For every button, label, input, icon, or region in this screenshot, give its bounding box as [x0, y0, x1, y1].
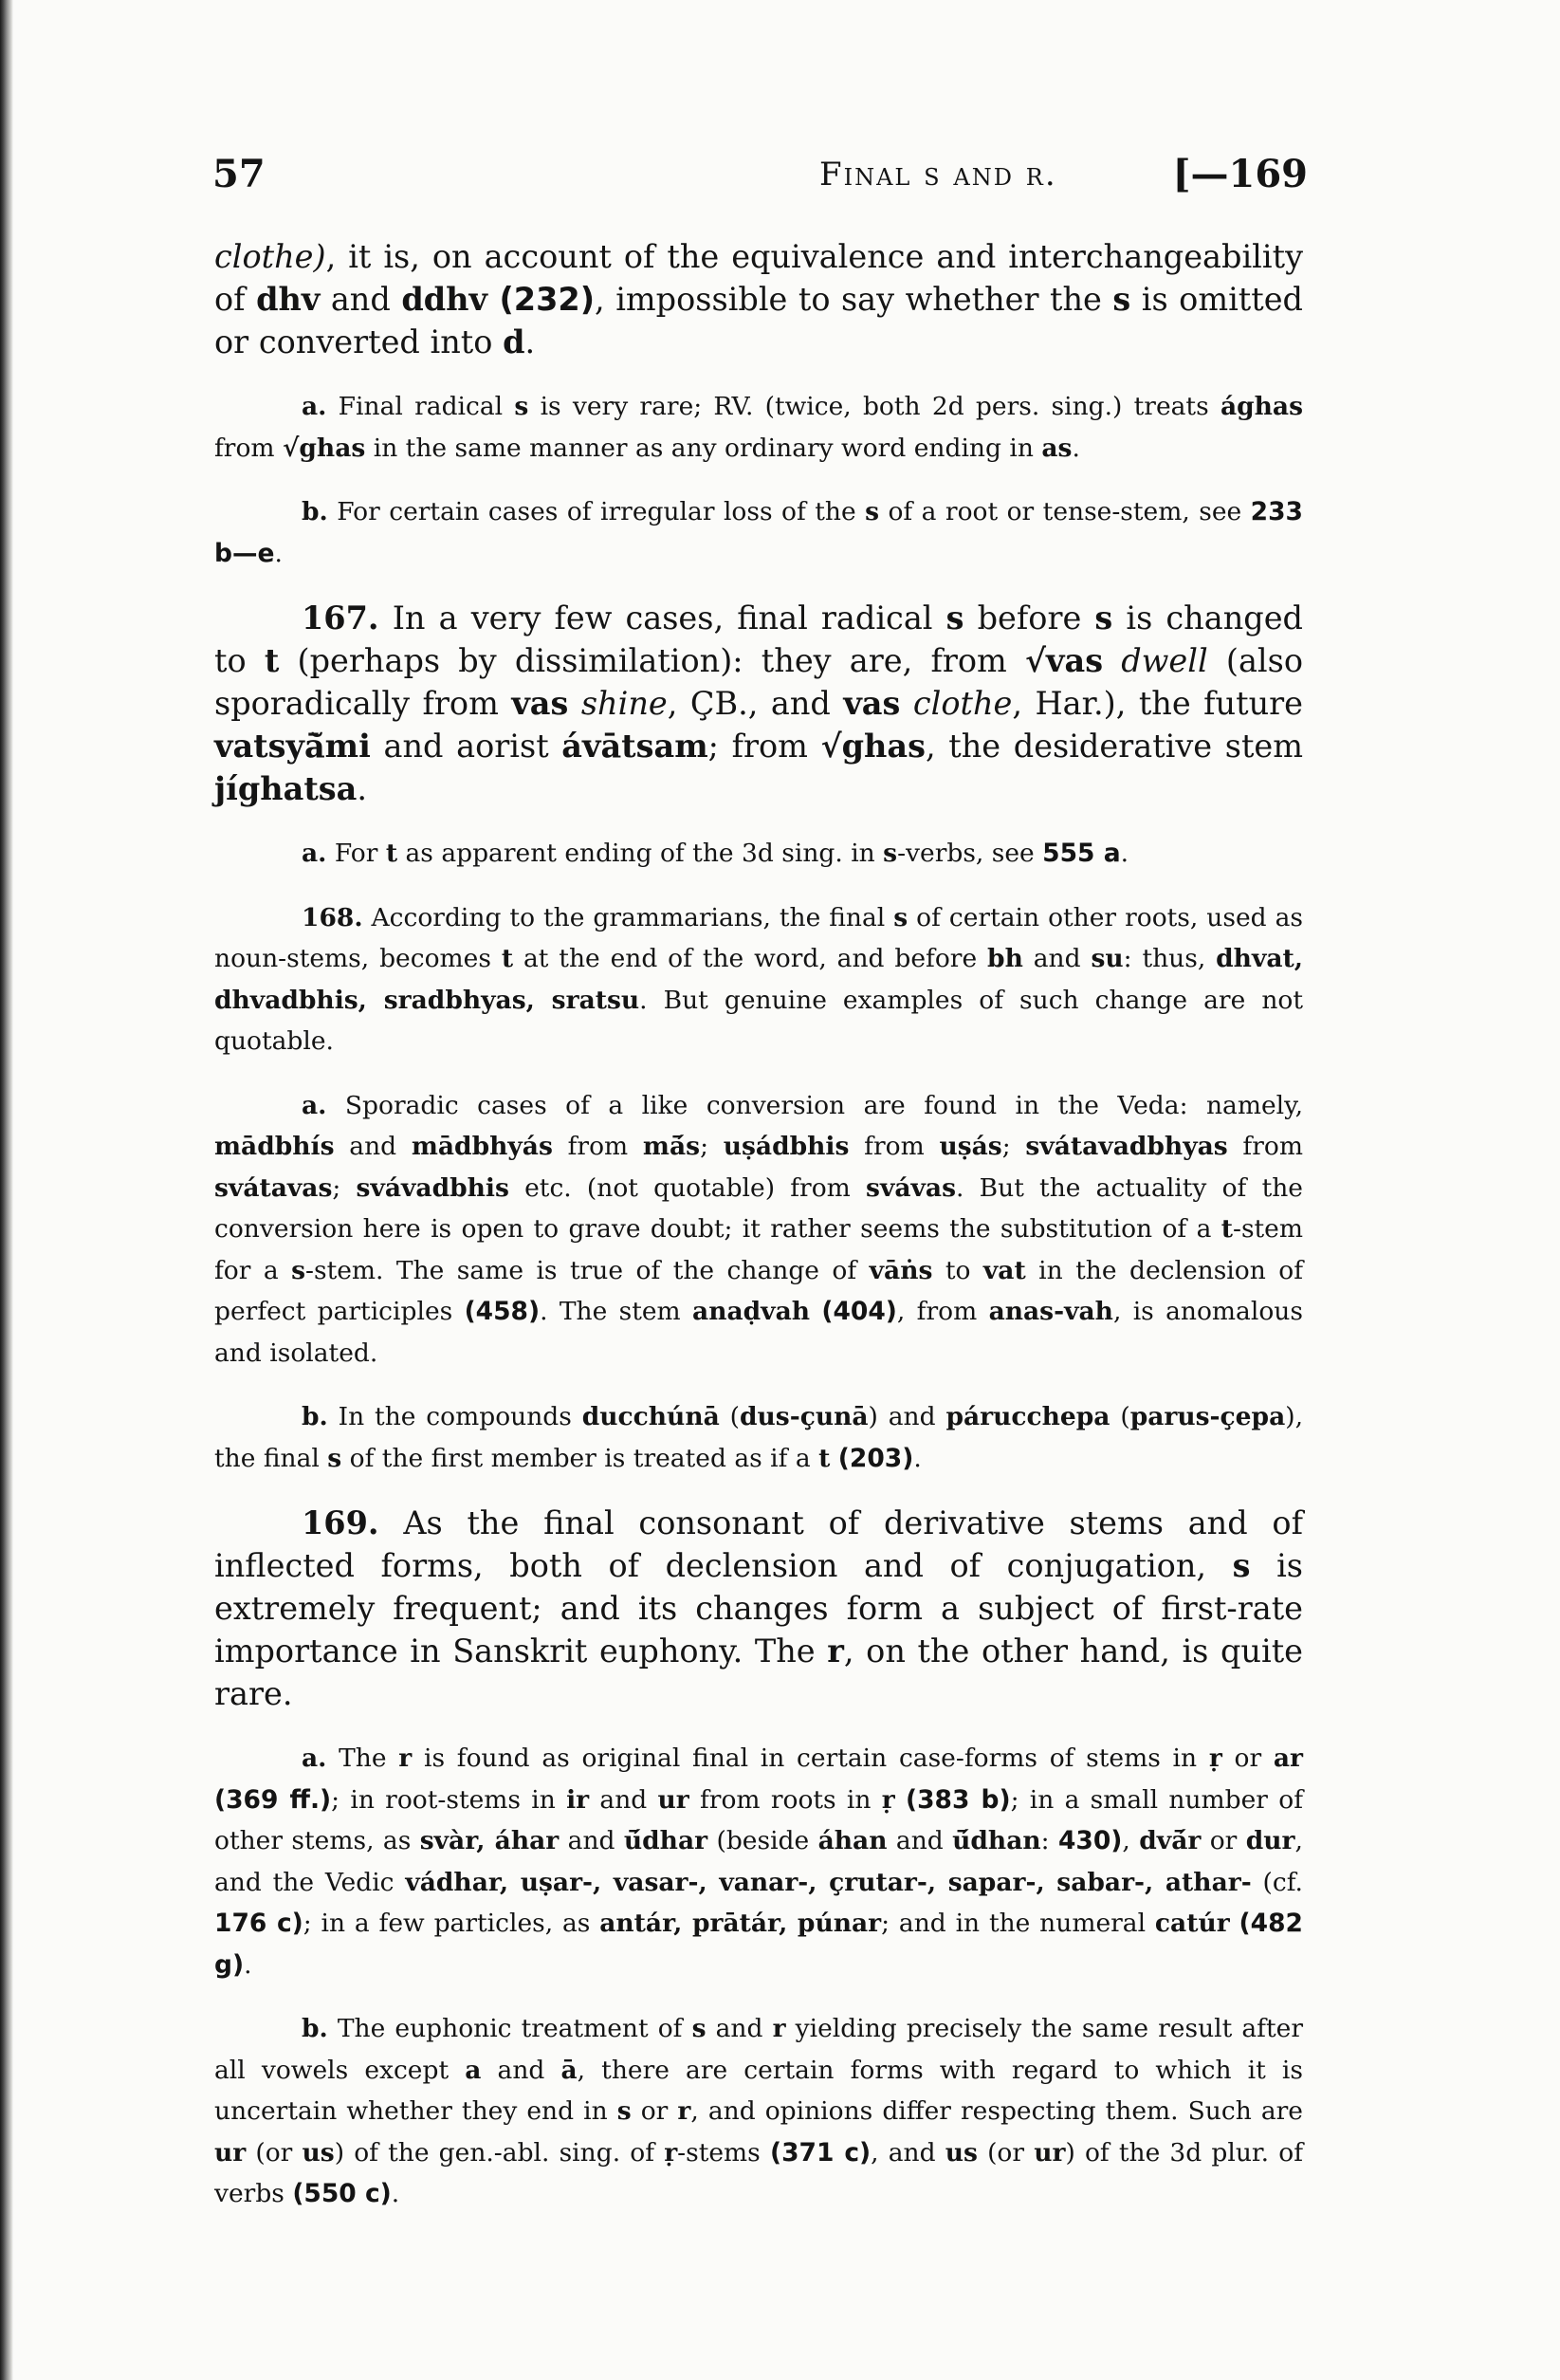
text-span: , there are certain forms with regard to which it is uncertain whether they end in — [214, 2055, 1303, 2126]
italic-gloss: clothe) — [214, 238, 326, 275]
sanskrit-term: ā — [560, 2055, 578, 2085]
text-span: , ÇB., and — [667, 685, 844, 722]
text-span: ; in root-stems in — [331, 1784, 567, 1815]
italic-gloss: shine — [580, 685, 668, 722]
text-span: or — [1221, 1743, 1274, 1773]
sanskrit-root: √ghas — [282, 433, 366, 463]
text-span: , the desiderative stem — [925, 728, 1304, 765]
text-span: In the compounds — [327, 1402, 582, 1431]
text-span: and — [481, 2055, 561, 2085]
section-link: (550 c) — [292, 2179, 392, 2208]
sanskrit-term: s — [865, 497, 880, 526]
text-span: at the end of the word, and before — [513, 944, 988, 973]
text-span — [900, 685, 912, 722]
text-span: (beside — [707, 1826, 818, 1855]
binding-edge — [0, 0, 13, 2380]
page-body — [214, 235, 1303, 2238]
text-span: . — [524, 323, 536, 360]
text-span: ( — [719, 1402, 740, 1431]
sanskrit-term: s — [883, 839, 898, 868]
sanskrit-term: vatsyā̆mi — [214, 728, 371, 765]
sanskrit-term: t — [818, 1443, 831, 1473]
subsection-label: a. — [302, 392, 327, 421]
sanskrit-term: ur — [214, 2137, 247, 2168]
section-link: (458) — [464, 1297, 541, 1326]
section-reference: [—169 — [1172, 152, 1308, 196]
text-span: , Har.), the future — [1012, 685, 1304, 722]
text-span: The — [326, 1743, 399, 1773]
sanskrit-term: ar — [1273, 1743, 1303, 1773]
text-span: , it is, on account of the equivalence and interchangeability of — [214, 238, 1303, 318]
text-span: or — [631, 2096, 678, 2126]
subsection-label: b. — [302, 497, 328, 526]
sanskrit-term: d — [503, 323, 525, 360]
paragraph-167a — [214, 833, 1303, 875]
text-span: For certain cases of irregular loss of the — [327, 497, 866, 526]
text-span: in the same manner as any ordinary word ending in — [365, 433, 1042, 463]
sanskrit-term: s — [327, 1443, 342, 1473]
text-span: ; — [1001, 1132, 1026, 1161]
text-span: of a root or tense-stem, see — [879, 497, 1251, 526]
text-span: , and the Vedic — [214, 1826, 1303, 1897]
text-span: , on the other hand, is quite rare. — [214, 1633, 1303, 1712]
sanskrit-term: vāṅs — [869, 1255, 933, 1285]
sanskrit-term: ū́dhar — [623, 1826, 708, 1855]
text-span: As the final consonant of derivative stems and of inflected forms, both of declension and of conjugation, — [214, 1504, 1303, 1584]
sanskrit-term: mādbhyás — [411, 1132, 553, 1161]
section-link: (232) — [486, 281, 596, 318]
text-span: . — [913, 1443, 922, 1473]
sanskrit-term: ṛ — [881, 1784, 895, 1815]
text-span: from — [849, 1132, 940, 1161]
sanskrit-term: catúr — [1154, 1909, 1230, 1938]
text-span: , from — [896, 1297, 989, 1326]
text-span: and — [887, 1826, 953, 1855]
subsection-label: b. — [302, 2014, 328, 2043]
sanskrit-term: vas — [511, 685, 569, 722]
text-span: In a very few cases, final radical — [378, 600, 946, 637]
section-link: 555 a — [1042, 839, 1121, 868]
paragraph-168 — [214, 897, 1303, 1062]
sanskrit-term: ávātsam — [561, 728, 708, 765]
text-span: Sporadic cases of a like conversion are found in the Veda: namely, — [326, 1090, 1303, 1120]
section-link: (383 b) — [905, 1784, 1011, 1815]
text-span: to — [932, 1255, 983, 1285]
page-number: 57 — [212, 152, 266, 196]
text-span: ) of the 3d plur. of verbs — [214, 2137, 1304, 2208]
sanskrit-term: mādbhís — [214, 1132, 335, 1161]
sanskrit-term: anas-vah — [988, 1297, 1113, 1326]
sanskrit-term: s — [1112, 281, 1131, 318]
text-span — [1230, 1909, 1239, 1938]
section-link: (371 c) — [769, 2137, 872, 2168]
sanskrit-term: bh — [987, 944, 1023, 973]
text-span: and — [559, 1826, 624, 1855]
sanskrit-term: ur — [657, 1784, 689, 1815]
sanskrit-term: vádhar, uṣar-, vasar-, vanar-, çrutar-, sapar-, sabar-, athar- — [405, 1867, 1252, 1897]
text-span: ; in a few particles, as — [303, 1909, 600, 1938]
text-span: ; — [700, 1132, 724, 1161]
text-span — [830, 1444, 837, 1473]
text-span: and — [589, 1784, 658, 1815]
text-span: ( — [1110, 1402, 1130, 1431]
paragraph-166b — [214, 491, 1303, 574]
sanskrit-term: t — [264, 642, 280, 679]
sanskrit-term: dus-çunā — [739, 1402, 869, 1431]
sanskrit-term: t — [501, 944, 514, 973]
sanskrit-term: vas — [843, 685, 901, 722]
text-span: ; and in the numeral — [881, 1909, 1155, 1938]
text-span: and aorist — [370, 728, 562, 765]
sanskrit-term: vat — [982, 1255, 1026, 1285]
text-span: of certain other roots, used as noun-stems, becomes — [214, 902, 1303, 973]
sanskrit-term: svátavadbhyas — [1025, 1132, 1228, 1161]
paragraph-167 — [214, 597, 1303, 810]
paragraph-169a — [214, 1738, 1303, 1985]
paragraph-continuation — [214, 235, 1303, 363]
text-span: (also sporadically from — [214, 642, 1303, 722]
text-span: The euphonic treatment of — [327, 2014, 692, 2043]
sanskrit-term: ir — [566, 1784, 590, 1815]
sanskrit-term: r — [677, 2096, 691, 2126]
paragraph-168a — [214, 1085, 1303, 1374]
text-span: , impossible to say whether the — [595, 281, 1113, 318]
paragraph-169b — [214, 2008, 1303, 2215]
section-link: (482 g) — [214, 1909, 1303, 1980]
sanskrit-term: ddhv — [401, 281, 487, 318]
text-span: For — [326, 839, 386, 868]
text-span: (cf. — [1251, 1867, 1303, 1897]
sanskrit-term: r — [827, 1633, 844, 1670]
text-span: and — [320, 281, 402, 318]
subsection-label: b. — [302, 1402, 328, 1431]
sanskrit-root: √vas — [1025, 642, 1104, 679]
sanskrit-term: s — [945, 600, 964, 637]
sanskrit-term: t — [1220, 1214, 1233, 1244]
text-span: -stem for a — [214, 1214, 1303, 1285]
sanskrit-term: us — [945, 2137, 978, 2168]
text-span: : thus, — [1123, 944, 1217, 973]
sanskrit-term: uṣádbhis — [723, 1132, 850, 1161]
text-span: ) of the gen.-abl. sing. of — [334, 2137, 665, 2168]
sanskrit-term: t — [385, 839, 398, 868]
text-span: (perhaps by dissimilation): they are, from — [279, 642, 1026, 679]
text-span: is very rare; RV. (twice, both 2d pers. sing.) treats — [528, 392, 1220, 421]
text-span: , is anomalous and isolated. — [214, 1297, 1303, 1368]
text-span: yielding precisely the same result after all vowels except — [214, 2014, 1303, 2085]
sanskrit-term: s — [291, 1255, 306, 1285]
text-span: ), the final — [214, 1402, 1304, 1473]
text-span: of the first member is treated as if a — [341, 1443, 819, 1473]
section-number: 169. — [302, 1504, 379, 1541]
section-number: 168. — [302, 902, 363, 932]
paragraph-169 — [214, 1502, 1303, 1715]
italic-gloss: dwell — [1121, 642, 1208, 679]
text-span: ) and — [868, 1402, 946, 1431]
text-span: -verbs, see — [897, 839, 1043, 868]
text-span — [568, 685, 580, 722]
sanskrit-term: mā́s — [642, 1132, 701, 1161]
text-span: and — [1022, 944, 1092, 973]
text-span: , — [1122, 1826, 1140, 1855]
text-span: from — [1227, 1132, 1303, 1161]
sanskrit-term: r — [398, 1743, 413, 1773]
text-span: . — [1072, 433, 1080, 463]
sanskrit-term: uṣás — [939, 1132, 1002, 1161]
sanskrit-term: ur — [1034, 2137, 1066, 2168]
sanskrit-term: jíghatsa — [214, 770, 358, 807]
sanskrit-term: dur — [1245, 1826, 1295, 1855]
sanskrit-term: áhan — [817, 1826, 888, 1855]
text-span: (or — [977, 2137, 1035, 2168]
subsection-label: a. — [302, 1743, 327, 1773]
text-span: According to the grammarians, the final — [362, 902, 894, 932]
sanskrit-term: dvā́r — [1139, 1826, 1202, 1855]
sanskrit-term: as — [1041, 433, 1073, 463]
sanskrit-term: ṛ — [664, 2137, 678, 2168]
sanskrit-term: s — [893, 902, 908, 932]
sanskrit-term: svàr, áhar — [419, 1826, 560, 1855]
text-span: . — [274, 538, 283, 568]
text-span: . — [391, 2179, 400, 2208]
text-span: is found as original final in certain case-forms of stems in — [412, 1743, 1209, 1773]
text-span: ; — [332, 1172, 357, 1203]
text-span: . But the actuality of the conversion here is open to grave doubt; it rather seems the substitution of a — [214, 1172, 1303, 1244]
running-header — [212, 152, 1308, 209]
section-link: 233 b—e — [214, 497, 1303, 568]
text-span: . The stem — [540, 1297, 693, 1326]
section-link: (404) — [821, 1297, 897, 1326]
sanskrit-term: ū́dhan — [952, 1826, 1041, 1855]
sanskrit-term: ducchúnā — [581, 1402, 720, 1431]
section-number: 167. — [302, 600, 379, 637]
sanskrit-term: ṛ — [1208, 1743, 1222, 1773]
section-link: 176 c) — [214, 1909, 303, 1938]
text-span: as apparent ending of the 3d sing. in — [397, 839, 884, 868]
sanskrit-term: svávadbhis — [356, 1172, 509, 1203]
text-span: before — [964, 600, 1095, 637]
sanskrit-term: s — [514, 392, 529, 421]
sanskrit-term: us — [302, 2137, 335, 2168]
sanskrit-root: √ghas — [820, 728, 926, 765]
text-span: (or — [246, 2137, 303, 2168]
text-span: from — [214, 433, 283, 463]
sanskrit-term: svávas — [866, 1172, 957, 1203]
text-span: Final radical — [326, 392, 515, 421]
text-span: . — [1120, 839, 1129, 868]
paragraph-166a — [214, 386, 1303, 469]
section-link: (369 ff.) — [214, 1784, 332, 1815]
sanskrit-term: r — [772, 2014, 786, 2043]
text-span: -stem. The same is true of the change of — [305, 1255, 870, 1285]
sanskrit-term: anaḍvah — [692, 1297, 811, 1326]
section-link: (203) — [837, 1443, 914, 1473]
text-span: , and — [871, 2137, 945, 2168]
text-span: is extremely frequent; and its changes form a subject of first-rate importance in Sanskrit euphony. The — [214, 1547, 1303, 1670]
sanskrit-term: s — [1094, 600, 1113, 637]
text-span: is changed to — [214, 600, 1303, 679]
text-span: -stems — [677, 2137, 770, 2168]
text-span: , and opinions differ respecting them. Such are — [690, 2096, 1303, 2126]
text-span: etc. (not quotable) from — [508, 1172, 867, 1203]
text-span: and — [334, 1132, 412, 1161]
sanskrit-term: s — [616, 2096, 632, 2126]
running-title: Final s and r. — [819, 156, 1057, 194]
text-span: from roots in — [688, 1784, 882, 1815]
sanskrit-term: párucchepa — [945, 1402, 1110, 1431]
sanskrit-term: a — [465, 2055, 482, 2085]
paragraph-168b — [214, 1396, 1303, 1479]
text-span: from — [552, 1132, 643, 1161]
text-span — [895, 1785, 906, 1815]
sanskrit-term: s — [691, 2014, 707, 2043]
sanskrit-term: antár, prātár, púnar — [599, 1909, 882, 1938]
sanskrit-term: su — [1091, 944, 1124, 973]
text-span: . — [244, 1949, 252, 1980]
text-span: and — [706, 2014, 773, 2043]
text-span — [810, 1297, 821, 1326]
text-span: : — [1040, 1826, 1058, 1855]
text-span: in the declension of perfect participles — [214, 1255, 1303, 1326]
text-span: ; in a small number of other stems, as — [214, 1784, 1304, 1855]
text-span: is omitted or converted into — [214, 281, 1304, 360]
italic-gloss: clothe — [912, 685, 1013, 722]
text-span: ; from — [707, 728, 821, 765]
text-span: . — [357, 770, 368, 807]
text-span: or — [1201, 1826, 1246, 1855]
sanskrit-term: dhv — [256, 281, 321, 318]
text-span: . But genuine examples of such change are not quotable. — [214, 985, 1303, 1056]
sanskrit-term: s — [1232, 1547, 1251, 1584]
section-link: 430) — [1057, 1826, 1123, 1855]
sanskrit-term: dhvat, dhvadbhis, sradbhyas, sratsu — [214, 944, 1303, 1015]
subsection-label: a. — [302, 1090, 327, 1120]
sanskrit-term: ághas — [1220, 392, 1303, 421]
sanskrit-term: svátavas — [214, 1172, 333, 1203]
sanskrit-term: parus-çepa — [1129, 1402, 1286, 1431]
subsection-label: a. — [302, 839, 327, 868]
text-span — [1103, 642, 1121, 679]
